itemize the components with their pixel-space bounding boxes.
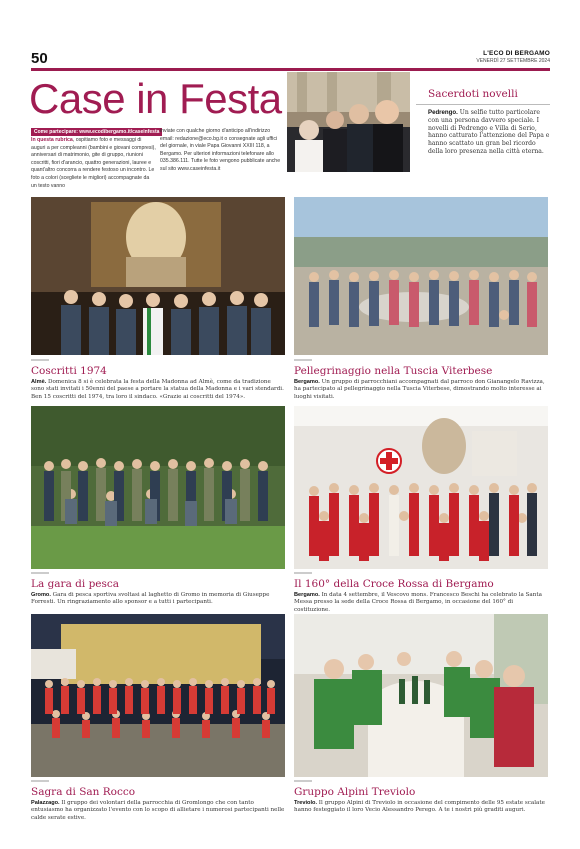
story-place-6: Treviolo. xyxy=(294,800,318,806)
newspaper-name: L'ECO DI BERGAMO xyxy=(483,50,550,57)
story-place-5: Palazzago. xyxy=(31,800,60,806)
photo-coscritti xyxy=(31,197,285,355)
story-text-4: In data 4 settembre, il Vescovo mons. Francesco Beschi ha celebrato la Santa Messa presso la sede della Croce Rossa di Bergamo, in occasione del 160° di costituzione. xyxy=(294,592,542,613)
intro-left xyxy=(31,137,156,190)
story-title-3: La gara di pesca xyxy=(31,578,120,590)
story-text-6: Il gruppo Alpini di Treviolo in occasione del compimento delle 95 estate scalate hanno festeggiato il loro Vecio Alessandro Perego. A te i nostri più graditi auguri. xyxy=(294,800,545,814)
story-place-4: Bergamo. xyxy=(294,592,320,598)
story-title-5: Sagra di San Rocco xyxy=(31,786,136,798)
intro-left-text: , ospitiamo foto e messaggi di auguri a per compleanni (bambini e giovani compresi), anniversari di matrimonio, gite di gruppo, riunioni coscritti, fiori d'arancio, quattro generazioni, lauree e quant'altro concorra a rendere festoso un incontro. Le foto a colori (scegliete le migliori) accompagnate da un testo vanno xyxy=(31,137,156,189)
story-text-2: Un gruppo di parrocchiani accompagnati dal parroco don Gianangelo Ravizza, ha partecipato al pellegrinaggio nella Tuscia Viterbese, dimostrando molto interesse ai luoghi visitati. xyxy=(294,379,545,400)
lead-story-text: Un selfie tutto particolare con una persona davvero speciale. I novelli di Pedrengo e Villa di Serio, hanno catturato l'attenzione del Papa e hanno scattato un gran bel ricordo della loro presenza nella città eterna. xyxy=(428,109,550,155)
lead-photo xyxy=(287,72,410,172)
photo-credit-1 xyxy=(31,359,49,361)
intro-right: inviate con qualche giorno d'anticipo all'indirizzo email: redazione@eco.bg.it o consegnate agli uffici del giornale, in viale Papa Giovanni XXIII 118, a Bergamo. Per ulteriori informazioni telefonare allo 035.386.111. Tutte le foto vengono pubblicate anche sul sito www.caseinfesta.it xyxy=(160,128,281,172)
header-rule xyxy=(31,68,550,71)
story-title-1: Coscritti 1974 xyxy=(31,365,107,377)
page-number: 50 xyxy=(31,50,48,67)
story-body-1 xyxy=(31,379,285,401)
section-title: Case in Festa xyxy=(29,75,282,122)
story-place-3: Gromo. xyxy=(31,592,51,598)
photo-pellegrinaggio xyxy=(294,197,548,355)
photo-gara-pesca xyxy=(31,406,285,569)
story-title-2: Pellegrinaggio nella Tuscia Viterbese xyxy=(294,365,493,377)
story-body-6 xyxy=(294,800,548,815)
lead-story-body xyxy=(428,109,550,156)
photo-credit-4 xyxy=(294,572,312,574)
photo-credit-6 xyxy=(294,780,312,782)
photo-alpini xyxy=(294,614,548,777)
lead-story-place: Pedrengo. xyxy=(428,109,458,116)
lead-story-title: Sacerdoti novelli xyxy=(428,88,518,100)
story-body-3 xyxy=(31,592,285,607)
story-place-2: Bergamo. xyxy=(294,379,320,385)
masthead xyxy=(476,50,550,64)
story-text-1: Domenica 8 si è celebrata la festa della Madonna ad Almè, come da tradizione sono stati invitati i 50enni del paese a portare la statua della Madonna e i vari stendardi. Ben 15 coscritti del 1974, tra loro il sindaco. «Grazie ai coscritti del 1974». xyxy=(31,379,284,400)
story-title-4: Il 160° della Croce Rossa di Bergamo xyxy=(294,578,494,590)
photo-sagra xyxy=(31,614,285,777)
photo-credit-2 xyxy=(294,359,312,361)
photo-credit-3 xyxy=(31,572,49,574)
story-text-5: Il gruppo dei volontari della parrocchia di Gromlongo che con tanto entusiasmo ha organizzato l'evento con lo scopo di allietare i numerosi partecipanti nelle calde serate estive. xyxy=(31,800,285,821)
photo-credit-5 xyxy=(31,780,49,782)
intro-lead: In questa rubrica xyxy=(31,137,73,143)
issue-date: VENERDÌ 27 SETTEMBRE 2024 xyxy=(476,58,550,64)
story-body-2 xyxy=(294,379,548,401)
story-body-5 xyxy=(31,800,285,822)
photo-croce-rossa xyxy=(294,406,548,569)
story-place-1: Almè. xyxy=(31,379,47,385)
story-body-4 xyxy=(294,592,548,614)
story-title-6: Gruppo Alpini Treviolo xyxy=(294,786,416,798)
story-text-3: Gara di pesca sportiva svoltasi al laghetto di Gromo in memoria di Giuseppe Forresti. Un ringraziamento allo sponsor e a tutti i partecipanti. xyxy=(31,592,270,606)
howto-bar[interactable]: Come partecipare: www.ecodibergamo.it/caseinfesta xyxy=(31,128,162,136)
lead-rule xyxy=(416,104,550,105)
